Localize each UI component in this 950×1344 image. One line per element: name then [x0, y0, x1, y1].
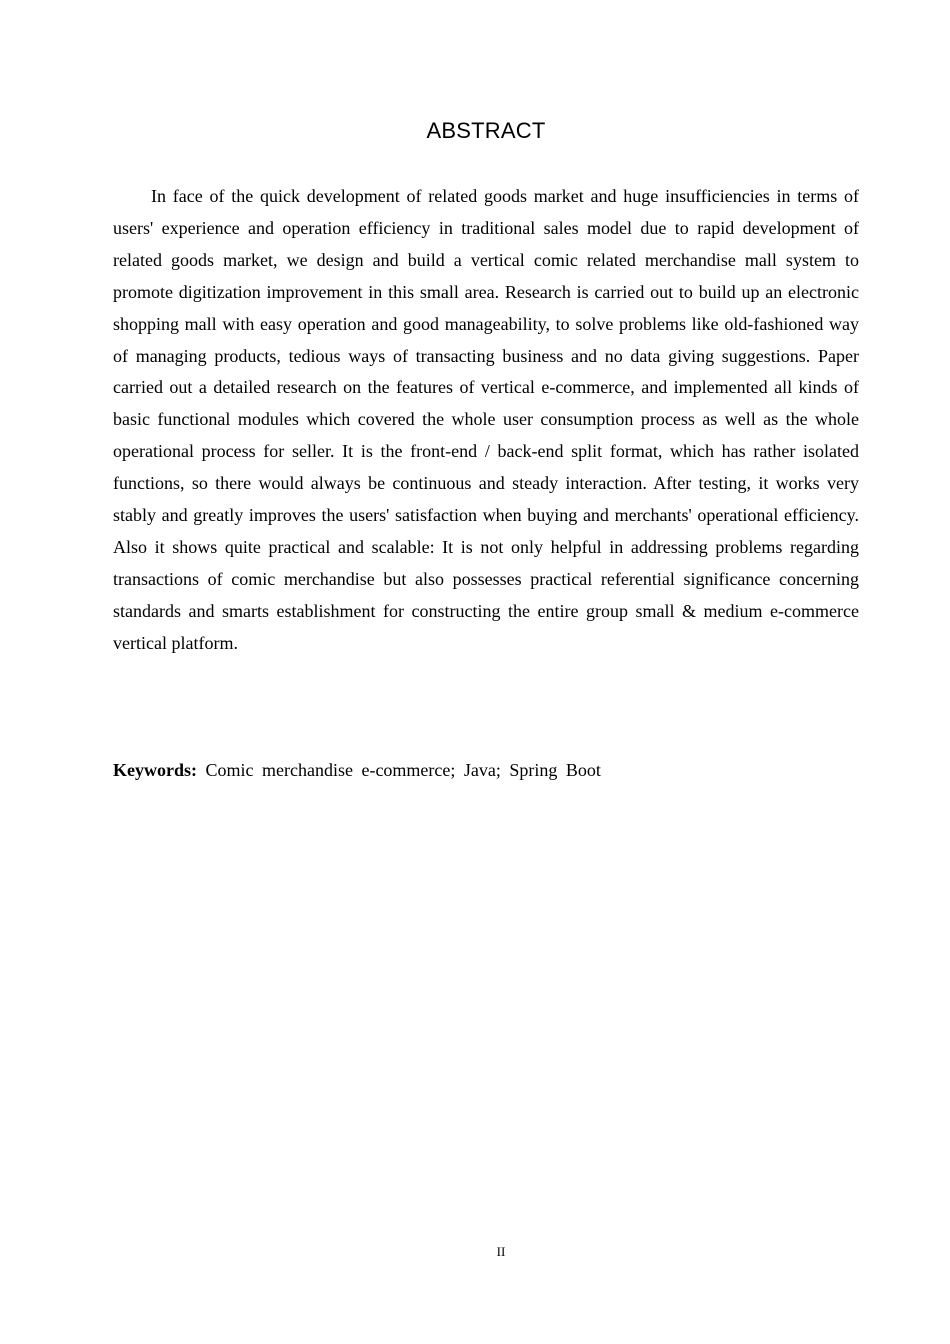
keywords-value: Comic merchandise e-commerce; Java; Spring Boot	[205, 760, 601, 780]
keywords-line	[113, 755, 859, 787]
keywords-label: Keywords:	[113, 760, 197, 780]
page-number: II	[496, 1244, 506, 1259]
abstract-paragraph: In face of the quick development of related goods market and huge insufficiencies in terms of users' experience and operation efficiency in traditional sales model due to rapid development of related goods market, we design and build a vertical comic related merchandise mall system to promote digitization improvement in this small area. Research is carried out to build up an electronic shopping mall with easy operation and good manageability, to solve problems like old-fashioned way of managing products, tedious ways of transacting business and no data giving suggestions. Paper carried out a detailed research on the features of vertical e-commerce, and implemented all kinds of basic functional modules which covered the whole user consumption process as well as the whole operational process for seller. It is the front-end / back-end split format, which has rather isolated functions, so there would always be continuous and steady interaction. After testing, it works very stably and greatly improves the users' satisfaction when buying and merchants' operational efficiency. Also it shows quite practical and scalable: It is not only helpful in addressing problems regarding transactions of comic merchandise but also possesses practical referential significance concerning standards and smarts establishment for constructing the entire group small & medium e-commerce vertical platform.	[113, 186, 859, 653]
abstract-title: ABSTRACT	[426, 118, 546, 143]
